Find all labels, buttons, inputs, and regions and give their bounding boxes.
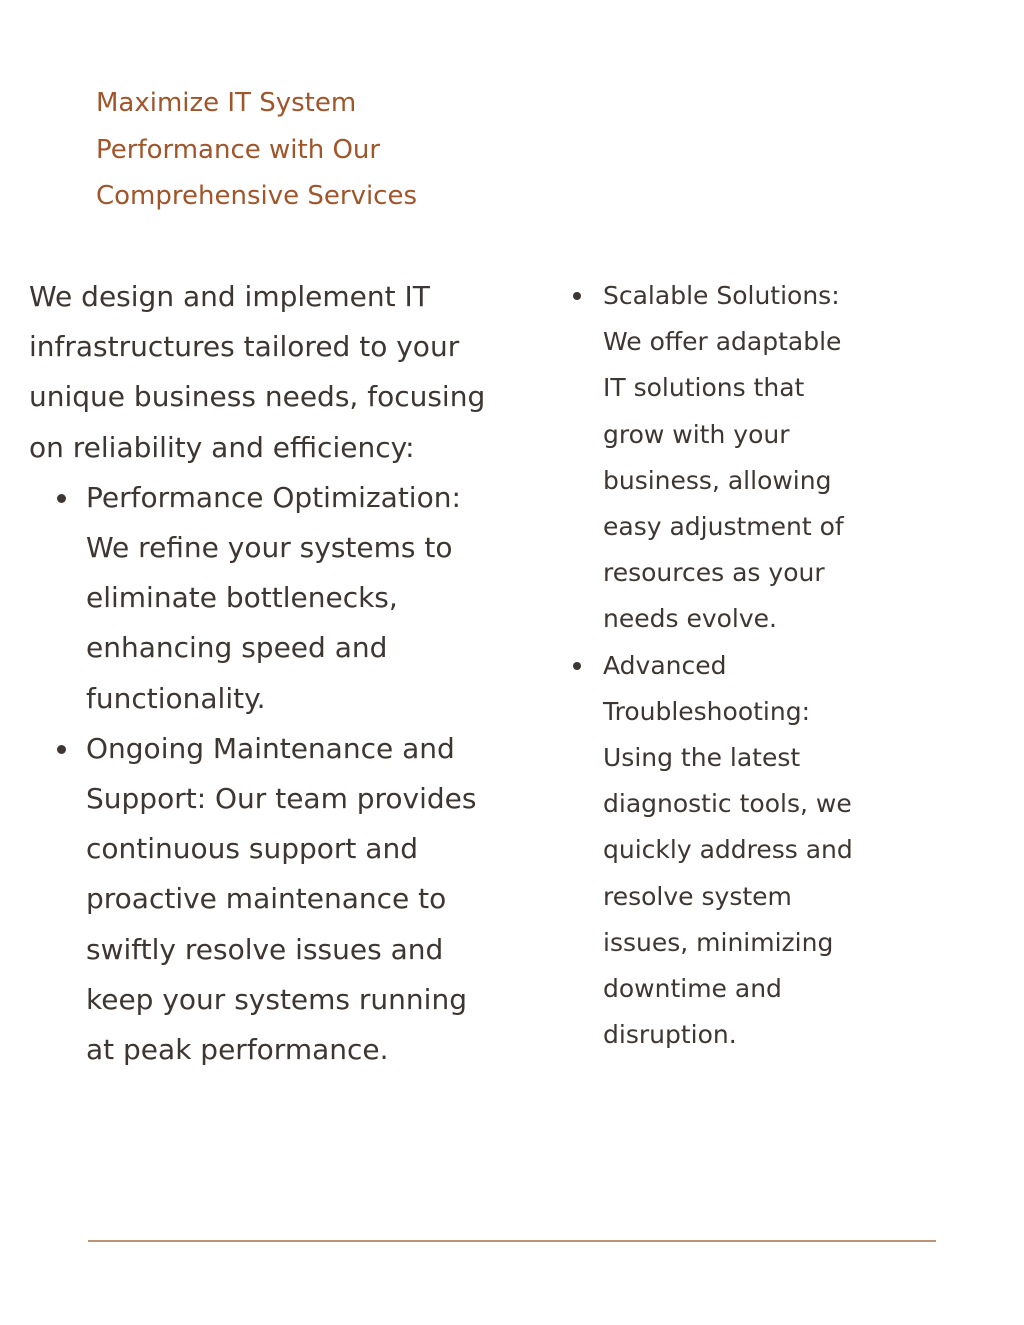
heading-line: Comprehensive Services [96, 181, 418, 211]
intro-line: unique business needs, focusing [29, 380, 486, 414]
heading-line: Maximize IT System [96, 88, 357, 118]
bullet-line: enhancing speed and [86, 631, 388, 665]
bullet-line: Scalable Solutions: [603, 281, 840, 310]
bullet-line: grow with your [603, 419, 790, 449]
bullet-dot-icon [573, 662, 581, 670]
bullet-line: downtime and [603, 974, 782, 1004]
bullet-line: at peak performance. [86, 1033, 389, 1067]
bullet-dot-icon [57, 494, 66, 503]
bullet-line: Performance Optimization: [86, 480, 461, 514]
bullet-line: needs evolve. [603, 604, 777, 634]
bullet-dot-icon [573, 292, 581, 300]
left-bullet-list [29, 473, 529, 1075]
bullet-ongoing-maintenance [29, 724, 529, 1075]
bullet-line: resolve system [603, 881, 792, 911]
bullet-line: Ongoing Maintenance and [86, 731, 455, 765]
bullet-line: easy adjustment of [603, 512, 844, 542]
intro-paragraph [29, 272, 529, 473]
right-bullet-list [573, 273, 903, 1058]
bullet-advanced-troubleshooting [573, 643, 903, 1059]
bullet-line: continuous support and [86, 832, 418, 866]
bullet-line: swiftly resolve issues and [86, 932, 444, 966]
page-heading [96, 80, 496, 220]
bullet-line: Advanced [603, 650, 727, 680]
bullet-line: diagnostic tools, we [603, 789, 852, 819]
bullet-line: business, allowing [603, 465, 832, 495]
bullet-line: keep your systems running [86, 982, 467, 1016]
bullet-line: Support: Our team provides [86, 782, 477, 816]
bullet-line: eliminate bottlenecks, [86, 581, 398, 615]
bullet-scalable-solutions [573, 273, 903, 643]
intro-line: infrastructures tailored to your [29, 330, 460, 364]
heading-line: Performance with Our [96, 134, 381, 165]
bullet-line: We refine your systems to [86, 531, 453, 565]
bullet-line: IT solutions that [603, 373, 805, 403]
left-column [29, 272, 529, 1075]
bullet-line: disruption. [603, 1020, 737, 1050]
bullet-line: quickly address and [603, 835, 853, 865]
bullet-line: Using the latest [603, 743, 801, 773]
bullet-line: resources as your [603, 558, 825, 588]
bullet-line: We offer adaptable [603, 327, 842, 357]
footer-divider [88, 1240, 936, 1242]
intro-line: We design and implement IT [29, 280, 430, 313]
bullet-line: Troubleshooting: [603, 696, 811, 726]
intro-line: on reliability and efficiency: [29, 430, 415, 464]
bullet-line: proactive maintenance to [86, 882, 447, 916]
bullet-dot-icon [57, 745, 66, 754]
bullet-line: issues, minimizing [603, 927, 834, 957]
bullet-performance-optimization [29, 473, 529, 724]
right-column [573, 273, 903, 1058]
bullet-line: functionality. [86, 681, 266, 715]
